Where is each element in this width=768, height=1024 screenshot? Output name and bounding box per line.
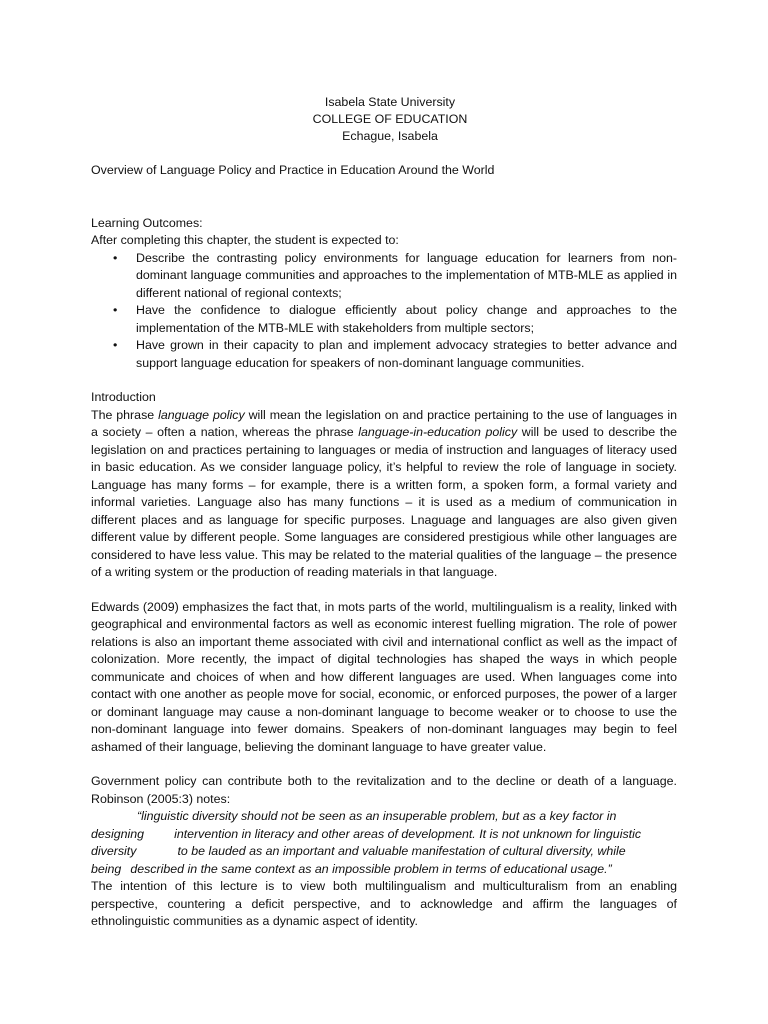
- document-title: Overview of Language Policy and Practice in Education Around the World: [91, 163, 495, 177]
- list-item: [91, 337, 677, 372]
- learning-outcomes-intro: After completing this chapter, the student is expected to:: [91, 233, 399, 247]
- quote-word: being: [91, 861, 122, 876]
- paragraph-text: will be used to describe the legislation on and practices pertaining to languages or media of instruction and languages of literacy used in basic education. As we consider language policy, it’s helpful to review the role of language in society. Language has many forms – for example, there is a written form, a spoken form, a formal variety and informal varieties. Language also has many functions – it is used as a medium of communication in different places and as language for specific purposes. Lnaguage and languages are also given given different value by different people. Some languages are considered prestigious while other languages are considered to have less value. This may be related to the material qualities of the language – the presence of a writing system or the production of reading materials in that language.: [91, 425, 677, 579]
- term-language-in-education-policy: language-in-education policy: [358, 425, 518, 439]
- quote-line: [91, 826, 677, 844]
- outcome-text: Have the confidence to dialogue efficiently about policy change and approaches to the implementation of the MTB-MLE with stakeholders from multiple sectors;: [136, 303, 677, 335]
- introduction-paragraph-4: The intention of this lecture is to view both multilingualism and multiculturalism from an enabling perspective, countering a deficit perspective, and to acknowledge and affirm the languages of ethnolinguistic communities as a dynamic aspect of identity.: [91, 879, 677, 928]
- quote-word: diversity: [91, 844, 137, 858]
- quote-text: intervention in literacy and other areas of development. It is not unknown for linguistic: [174, 826, 642, 841]
- quote-word: designing: [91, 826, 145, 841]
- outcome-text: Describe the contrasting policy environments for language education for learners from non-dominant language communities and approaches to the implementation of MTB-MLE as applied in different national of regional contexts;: [136, 250, 677, 300]
- learning-outcomes-heading: Learning Outcomes:: [91, 215, 203, 230]
- quote-line: [91, 843, 677, 861]
- introduction-paragraph-1: [91, 407, 677, 582]
- introduction-heading: Introduction: [91, 390, 156, 404]
- paragraph-text: The phrase: [91, 407, 159, 422]
- introduction-paragraph-2: Edwards (2009) emphasizes the fact that, in mots parts of the world, multilingualism is a reality, linked with geographical and environmental factors as well as economic interest fuelling migration. The role of power relations is also an important theme associated with civil and international conflict as well as the impact of colonization. More recently, the impact of digital technologies has shaped the ways in which people communicate and choices of when and how different languages are used. When languages come into contact with one another as people move for social, economic, or enforced purposes, the power of a larger or dominant language may cause a non-dominant language to become weaker or to choose to use the non-dominant language into fewer domains. Speakers of non-dominant languages may begin to feel ashamed of their language, believing the dominant language to have greater value.: [91, 599, 677, 754]
- list-item: [91, 250, 677, 303]
- term-language-policy: language policy: [158, 407, 245, 422]
- outcome-text: Have grown in their capacity to plan and implement advocacy strategies to better advance and support language education for speakers of non-dominant language communities.: [136, 338, 677, 370]
- quote-line: “linguistic diversity should not be seen as an insuperable problem, but as a key factor in: [137, 809, 617, 823]
- paragraph-text: will mean the legislation on and practice pertaining to the use of languages in a society – often a nation, whereas the phrase: [91, 407, 677, 439]
- college-name: COLLEGE OF EDUCATION: [312, 112, 468, 126]
- list-item: [91, 302, 677, 337]
- introduction-paragraph-3: Government policy can contribute both to the revitalization and to the decline or death of a language. Robinson (2005:3) notes:: [91, 774, 677, 806]
- college-location: Echague, Isabela: [342, 129, 438, 143]
- quote-line: [91, 861, 677, 879]
- document-page: [91, 94, 677, 931]
- document-header: [103, 94, 677, 145]
- block-quote: [91, 808, 677, 878]
- quote-text: to be lauded as an important and valuable manifestation of cultural diversity, while: [177, 844, 626, 858]
- bullet-icon: •: [113, 250, 118, 265]
- university-name: Isabela State University: [324, 95, 456, 109]
- learning-outcomes-list: [91, 250, 677, 373]
- quote-text: described in the same context as an impossible problem in terms of educational usage.”: [130, 861, 612, 876]
- bullet-icon: •: [113, 303, 118, 317]
- bullet-icon: •: [113, 338, 118, 352]
